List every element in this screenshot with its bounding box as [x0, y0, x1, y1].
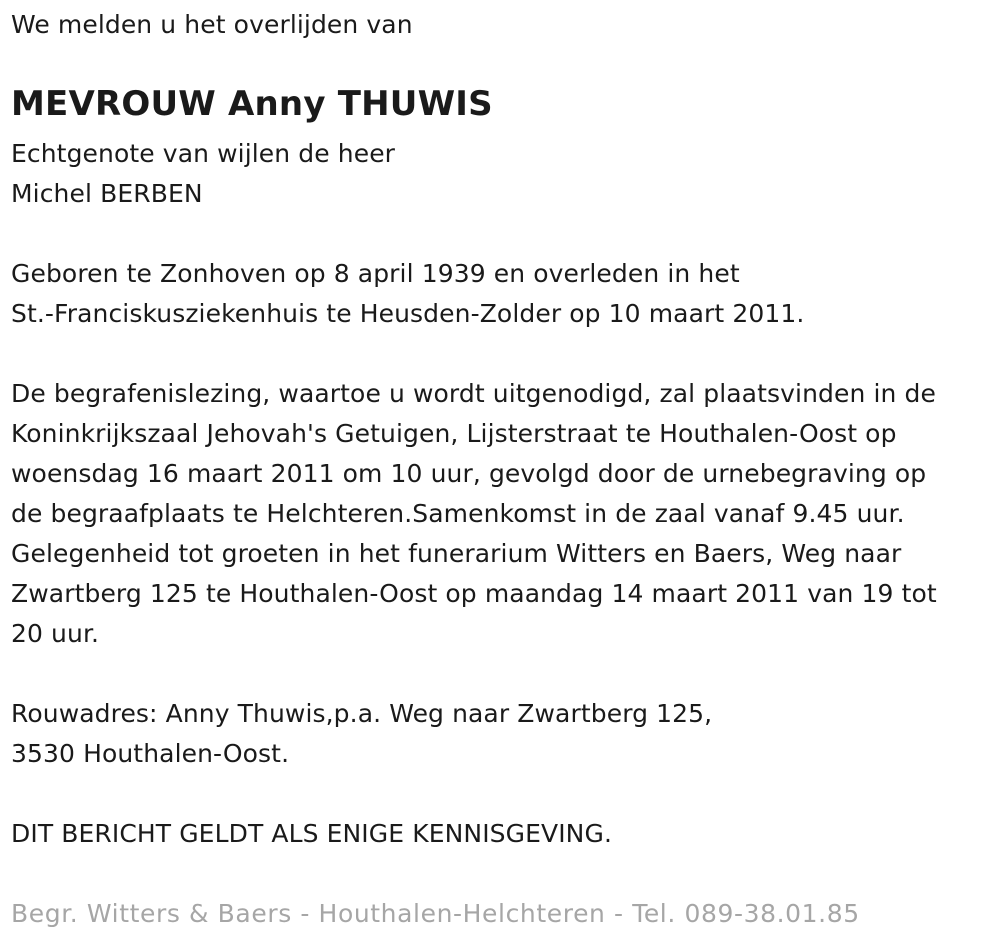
spouse-line-1: Echtgenote van wijlen de heer — [11, 139, 396, 168]
address-line-1: Rouwadres: Anny Thuwis,p.a. Weg naar Zwartberg 125, — [11, 699, 713, 728]
spouse-line-2: Michel BERBEN — [11, 179, 203, 208]
ceremony-line-5: Gelegenheid tot groeten in het funerarium Witters en Baers, Weg naar — [11, 539, 902, 568]
ceremony-line-6: Zwartberg 125 te Houthalen-Oost op maandag 14 maart 2011 van 19 tot — [11, 579, 937, 608]
funeral-home-footer: Begr. Witters & Baers - Houthalen-Helchteren - Tel. 089-38.01.85 — [11, 899, 860, 928]
birth-line-1: Geboren te Zonhoven op 8 april 1939 en overleden in het — [11, 259, 740, 288]
ceremony-line-4: de begraafplaats te Helchteren.Samenkomst in de zaal vanaf 9.45 uur. — [11, 499, 905, 528]
address-line-2: 3530 Houthalen-Oost. — [11, 739, 290, 768]
ceremony-line-2: Koninkrijkszaal Jehovah's Getuigen, Lijsterstraat te Houthalen-Oost op — [11, 419, 897, 448]
notice-text: DIT BERICHT GELDT ALS ENIGE KENNISGEVING. — [11, 819, 612, 848]
birth-line-2: St.-Franciskusziekenhuis te Heusden-Zolder op 10 maart 2011. — [11, 299, 805, 328]
ceremony-line-7: 20 uur. — [11, 619, 100, 648]
ceremony-line-3: woensdag 16 maart 2011 om 10 uur, gevolgd door de urnebegraving op — [11, 459, 927, 488]
deceased-name: MEVROUW Anny THUWIS — [11, 84, 493, 124]
ceremony-line-1: De begrafenislezing, waartoe u wordt uitgenodigd, zal plaatsvinden in de — [11, 379, 936, 408]
intro-text: We melden u het overlijden van — [11, 10, 413, 39]
